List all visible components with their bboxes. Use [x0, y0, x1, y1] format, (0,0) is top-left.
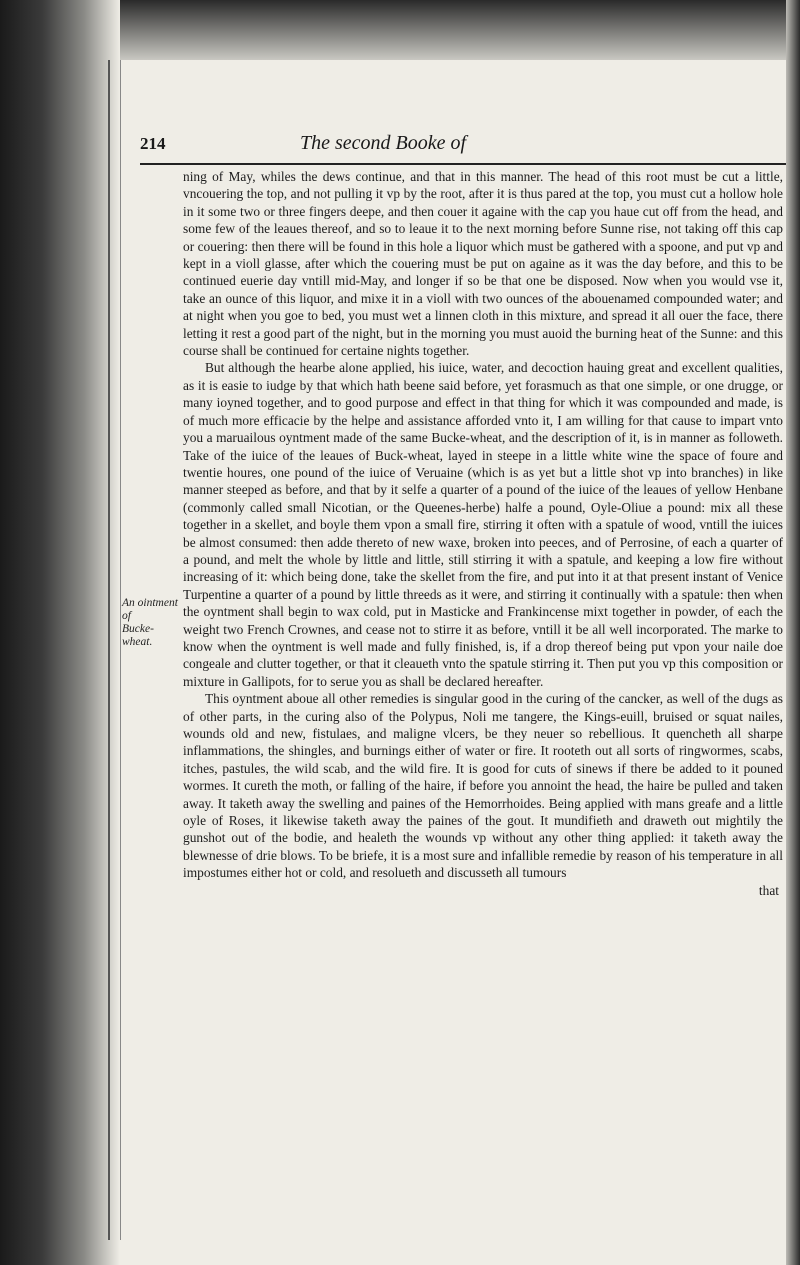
scan-edge-left [0, 0, 120, 1265]
running-head: The second Booke of [300, 132, 467, 154]
paragraph-3: This oyntment aboue all other remedies is singular good in the curing of the cancker, as well of the dugs as of other parts, in the curing also of the Polypus, Noli me tangere, the Kings-euill, bruised or squat nailes, wounds old and new, fistulaes, and maligne vlcers, be they neuer so rebellious. It quencheth all sharpe inflammations, the shingles, and burnings either of water or fire. It rooteth out all sorts of ringwormes, scabs, itches, pastules, the wild scab, and the wild fire. It is good for cuts of sinews if there be added to it pouned wormes. It cureth the moth, or falling of the haire, if before you annoint the head, the haire be pulled and taken away. It taketh away the swelling and paines of the Hemorrhoides. Being applied with mans greafe and a little oyle of Roses, it likewise taketh away the paines of the gout. It mundifieth and draweth out mightily the gunshot out of the bodie, and healeth the wounds vp without any other thing applied: it taketh away the blewnesse of drie blows. To be briefe, it is a most sure and infallible remedie by reason of his temperature in all impostumes either hot or cold, and resolueth and discusseth all tumours [183, 691, 783, 881]
catchword: that [758, 882, 779, 898]
paragraph-1: ning of May, whiles the dews continue, and that in this manner. The head of this root must be cut a little, vncouering the top, and not pulling it vp by the root, after it is thus pared at the top, you must cut a hollow hole in it some two or three fingers deepe, and then couer it againe with the cap you haue cut off from the head, and some few of the leaues thereof, and so to leaue it to the next morning before Sunne rise, not taking off this cap or couering: then there will be found in this hole a liquor which must be gathered with a spoone, and put vp and kept in a violl glasse, after which the couering must be put on againe as it was the day before, and this to be continued euerie day vntill mid-May, and longer if so be that one be disposed. Now when you would vse it, take an ounce of this liquor, and mixe it in a violl with two ounces of the abouenamed compounded water; and at night when you goe to bed, you must wet a linnen cloth in this mixture, and spread it all ouer the face, there letting it rest a good part of the night, but in the morning you must auoid the burning heat of the Sunne: and this course shall be continued for certaine nights together. [183, 169, 783, 359]
scan-edge-right [786, 0, 800, 1265]
margin-note [122, 597, 184, 649]
binding-shadow [108, 60, 121, 1240]
page-number: 214 [140, 134, 166, 153]
scan-edge-top [0, 0, 800, 60]
header-rule [140, 163, 786, 165]
margin-note-line-2: Bucke-wheat. [122, 623, 154, 648]
body-text [183, 168, 783, 899]
paragraph-2: But although the hearbe alone applied, his iuice, water, and decoction hauing great and excellent qualities, as it is easie to iudge by that which hath beene said before, yet forasmuch as that one simple, or one drugge, or many ioyned together, and to good purpose and effect in that thing for which it was compounded and made, is of much more efficacie by the helpe and assistance afforded vnto it, I am willing for that cause to impart vnto you a maruailous oyntment made of the same Bucke-wheat, and the description of it, is in manner as followeth. Take of the iuice of the leaues of Buck-wheat, layed in steepe in a little white wine the space of foure and twentie houres, one pound of the iuice of Veruaine (which is as yet but a little shot vp into branches) in like manner steeped as before, and that by it selfe a quarter of a pound of the iuice of the leaues of yellow Henbane (commonly called small Nicotian, or the Queenes-herbe) halfe a pound, Oyle-Oliue a pound: mix all these together in a skellet, and boyle them vpon a small fire, stirring it often with a spatule of wood, vntill the iuices be almost consumed: then adde thereto of new waxe, broken into peeces, and of Perrosine, of each a quarter of a pound, and melt the whole by little and little, still stirring it with a spatule, and keeping a low fire without increasing of it: which being done, take the skellet from the fire, and put into it at that present instant of Venice Turpentine a quarter of a pound by little threeds as it were, and stirring it continually with a spatule: then when the oyntment shall begin to wax cold, put in Masticke and Frankincense mixt together in powder, of each the weight two French Crownes, and cease not to stirre it as before, vntill it be all well incorporated. The marke to know when the oyntment is well made and fully finished, is, if a drop thereof being put vpon your naile doe congeale and clutter together, or that it cleaueth vnto the spatule stirring it. Then put you vp this composition or mixture in Gallipots, for to serue you as shall be declared hereafter. [183, 360, 783, 689]
margin-note-line-1: An ointment of [122, 597, 178, 622]
page-header [140, 132, 786, 162]
